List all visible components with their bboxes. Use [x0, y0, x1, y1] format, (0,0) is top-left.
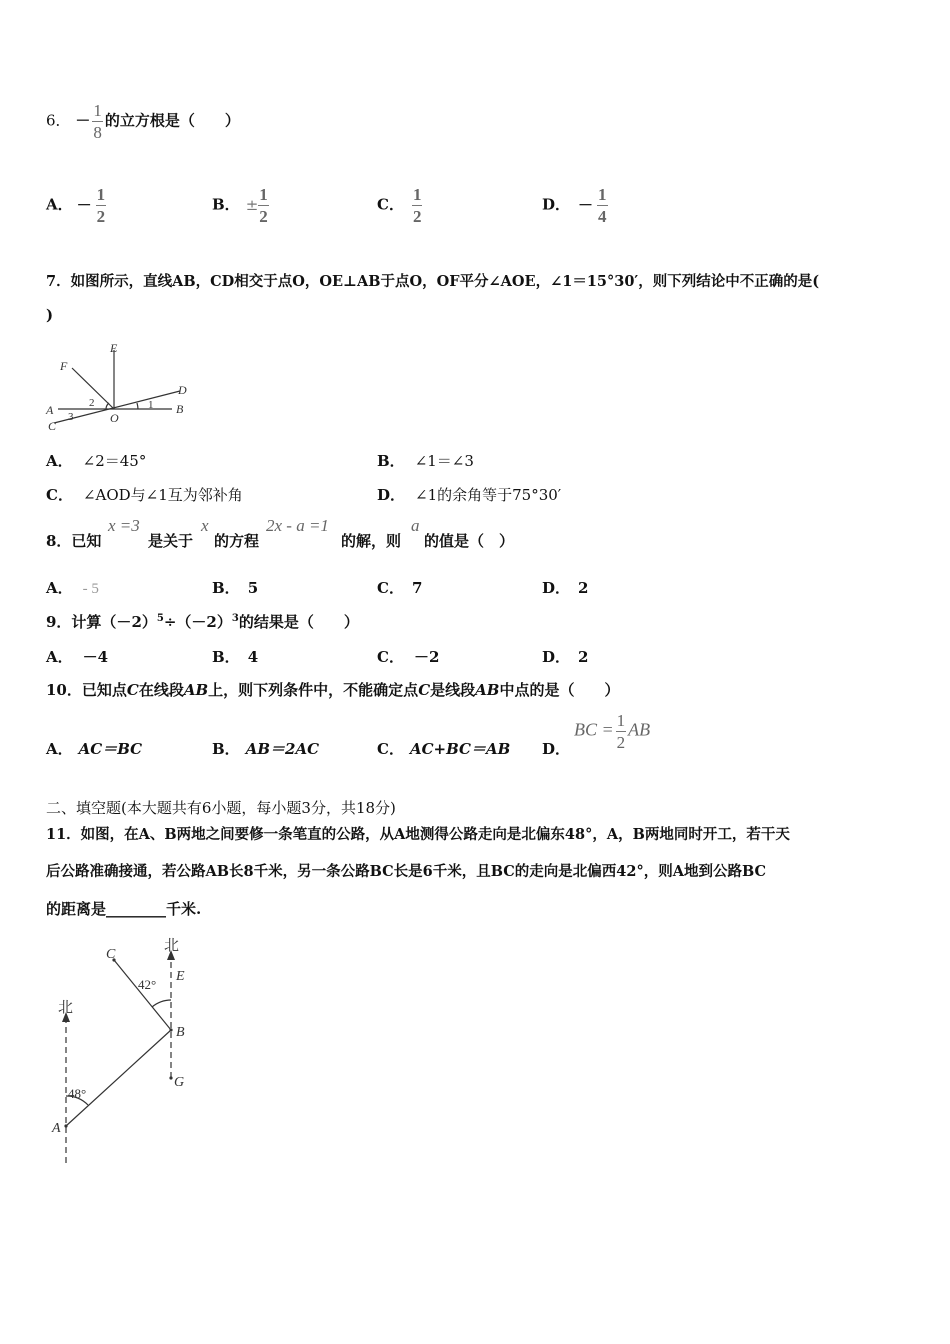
q8-stem: 8．已知 — [46, 532, 102, 550]
q8-option-c[interactable]: C． 7 — [377, 579, 423, 597]
q10-option-b[interactable]: B． AB＝2AC — [212, 740, 320, 758]
q6-option-a[interactable]: A． － $\frac{1}{2}$ — [46, 185, 106, 226]
q11-line2: 后公路准确接通，若公路AB长8千米，另一条公路BC长是6千米，且BC的走向是北偏西42°，则A地到公路BC — [46, 863, 767, 880]
q11-label-c: C — [106, 947, 116, 962]
q11-label-north-a: 北 — [58, 1000, 74, 1016]
q10-option-a[interactable]: A． AC＝BC — [46, 740, 143, 758]
q11-road-ab — [66, 1030, 171, 1126]
q9-stem: 9．计算$(-2)^5\div(-2)^3$的结果是（ ） — [46, 613, 359, 631]
q7-angle-1: 1 — [148, 399, 154, 411]
q8-math-equation: 2x - a =1 — [266, 516, 329, 535]
q11-answer-blank[interactable]: ________ — [106, 900, 167, 918]
q7-label-f: F — [60, 359, 68, 373]
q7-label-a: A — [46, 403, 54, 417]
q7-label-b: B — [176, 402, 184, 416]
q8-math-a: a — [411, 516, 420, 535]
q6-stem: 6． － $\frac{1}{8}$ 的立方根是（ ） — [46, 101, 240, 142]
q11-label-e: E — [176, 969, 185, 984]
q11-figure — [40, 930, 220, 1170]
q7-figure — [40, 336, 200, 436]
q7-stem-line2: ) — [46, 306, 54, 324]
section2-title: 二、填空题(本大题共有6小题，每小题3分，共18分) — [46, 799, 396, 817]
q11-line3: 的距离是________千米. — [46, 900, 202, 918]
q7-label-e: E — [110, 341, 118, 355]
q11-road-bc — [114, 960, 171, 1030]
q9-option-a[interactable]: A． －4 — [46, 648, 109, 666]
q8-option-b[interactable]: B． 5 — [212, 579, 259, 597]
q11-label-48: 48° — [68, 1086, 87, 1101]
q10-option-c[interactable]: C． AC+BC＝AB — [377, 740, 511, 758]
q7-option-c[interactable]: C． ∠AOD与∠1互为邻补角 — [46, 486, 243, 504]
q11-label-42: 42° — [138, 977, 157, 992]
q11-line1: 11．如图，在A、B两地之间要修一条笔直的公路，从A地测得公路走向是北偏东48°，A，B两地同时开工，若干天 — [46, 826, 790, 843]
q8-option-d[interactable]: D． 2 — [542, 579, 589, 597]
q10-option-d-formula: BC = $\frac{1}{2}$ AB — [574, 711, 651, 752]
q7-label-d: D — [178, 383, 187, 397]
q8-math-x: x — [201, 516, 209, 535]
q7-angle-3: 3 — [68, 411, 74, 423]
q7-stem-line1: 7．如图所示，直线AB，CD相交于点O，OE⊥AB于点O，OF平分∠AOE，∠1＝15°30′，则下列结论中不正确的是( — [46, 273, 820, 290]
q11-point-a — [64, 1124, 67, 1127]
q11-label-north-b: 北 — [164, 938, 180, 954]
q6-option-c[interactable]: C． $\frac{1}{2}$ — [377, 185, 422, 226]
q11-label-b: B — [176, 1025, 185, 1040]
q9-option-d[interactable]: D． 2 — [542, 648, 589, 666]
q7-option-b[interactable]: B． ∠1＝∠3 — [377, 452, 474, 470]
q9-option-c[interactable]: C． －2 — [377, 648, 440, 666]
q11-point-b — [169, 1028, 172, 1031]
q7-label-o: O — [110, 411, 119, 425]
q8-option-a[interactable]: A． - 5 — [46, 579, 99, 597]
q7-label-c: C — [48, 419, 57, 433]
q7-angle-2: 2 — [89, 397, 95, 409]
q7-option-d[interactable]: D． ∠1的余角等于75°30′ — [377, 486, 562, 504]
q8-math-x-eq-3: x =3 — [108, 516, 140, 535]
q9-option-b[interactable]: B． 4 — [212, 648, 259, 666]
q6-option-d[interactable]: D． － $\frac{1}{4}$ — [542, 185, 607, 226]
q11-label-g: G — [174, 1075, 185, 1090]
q10-option-d[interactable]: D． — [542, 740, 571, 758]
q11-point-g — [169, 1076, 172, 1079]
q11-label-a: A — [52, 1121, 61, 1136]
q6-fraction: $\frac{1}{8}$ — [93, 101, 102, 142]
q6-option-b[interactable]: B． ± $\frac{1}{2}$ — [212, 185, 268, 226]
q7-option-a[interactable]: A． ∠2＝45° — [46, 452, 147, 470]
q10-stem: 10．已知点C在线段AB上，则下列条件中，不能确定点C是线段AB中点的是（ ） — [46, 681, 620, 699]
